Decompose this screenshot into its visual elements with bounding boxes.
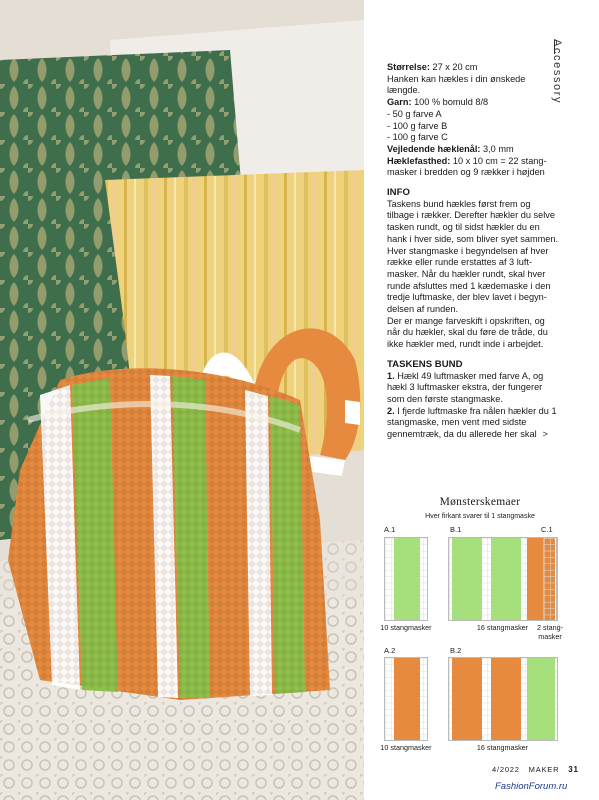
chart-caption: 16 stangmasker	[476, 623, 529, 632]
chart-fill	[491, 658, 521, 740]
chart-grid-b2	[448, 657, 558, 741]
chart-fill	[394, 538, 420, 620]
pattern-text	[387, 62, 559, 441]
chart-caption: 10 stangmasker	[380, 623, 432, 632]
chart-id: A.1	[384, 525, 396, 534]
spec-line: - 100 g farve C	[387, 132, 448, 143]
chart-id: B.1	[450, 525, 462, 534]
issue-number: 4/2022	[492, 765, 520, 774]
pattern-diagram	[380, 488, 580, 758]
chart-grid-b1	[448, 537, 558, 621]
step: 2. I fjerde luftmaske fra nålen hækler du 1 stangmaske, men vent med sidste gennemtræk, da du allerede her skal >	[387, 405, 557, 440]
spec-line: Vejledende hæklenål: 3,0 mm	[387, 143, 514, 154]
chart-grid-c1	[543, 537, 557, 621]
chart-id: A.2	[384, 646, 396, 655]
chart-caption: 10 stangmasker	[380, 743, 432, 752]
chart-grid-a2	[384, 657, 428, 741]
chart-fill	[452, 658, 482, 740]
spec-line: - 50 g farve A	[387, 108, 442, 119]
magazine-name: MAKER	[528, 765, 560, 774]
chart-fill	[491, 538, 521, 620]
info-paragraph: Taskens bund hækles først frem og tilbage i rækker. Derefter hækler du selve tasken rundt, og til sidst hækler du en hank i hver side, som bliver syet sammen.	[387, 198, 559, 244]
spec-line: Hanken kan hækles i din ønskede længde.	[387, 73, 526, 96]
spec-line: - 100 g farve B	[387, 120, 448, 131]
continue-arrow-icon: >	[542, 429, 548, 440]
spec-line: Størrelse: 27 x 20 cm	[387, 62, 478, 72]
info-paragraph: Der er mange farveskift i opskriften, og når du hækler, skal du føre de tråde, du ikke hækler med, rundt inde i arbejdet.	[387, 315, 548, 350]
step: 1. Hækl 49 luftmasker med farve A, og hækl 3 luftmasker ekstra, der fungerer som den første stangmaske.	[387, 370, 544, 404]
bottom-heading: TASKENS BUND	[387, 358, 463, 370]
chart-fill	[452, 538, 482, 620]
diagram-subtitle: Hver firkant svarer til 1 stangmaske	[425, 513, 535, 520]
spec-line: Hæklefasthed: 10 x 10 cm = 22 stang-masker i bredden og 9 rækker i højden	[387, 155, 547, 178]
info-heading: INFO	[387, 187, 410, 199]
chart-id: C.1	[541, 525, 553, 534]
specs	[387, 62, 559, 179]
chart-caption: 16 stangmasker	[476, 743, 529, 752]
page-number: 31	[568, 765, 579, 774]
diagram-title: Mønsterskemaer	[439, 496, 521, 508]
info-paragraph: Hver stangmaske i begyndelsen af hver række eller runde erstattes af 3 luft-masker. Når du hækler rundt, skal hver runde afsluttes med 1 kædemaske i den tredje luftmaske, der blev lavet i begyn-delsen af runden.	[387, 245, 551, 315]
spec-line: Garn: 100 % bomuld 8/8	[387, 97, 489, 108]
watermark: FashionForum.ru	[495, 781, 568, 792]
chart-caption: 2 stang- masker	[537, 623, 563, 641]
chart-id: B.2	[450, 646, 462, 655]
chart-fill	[527, 658, 555, 740]
chart-grid-a1	[384, 537, 428, 621]
chart-fill	[394, 658, 420, 740]
page-footer	[492, 765, 579, 774]
section-tag-label: Accessory	[551, 39, 563, 105]
